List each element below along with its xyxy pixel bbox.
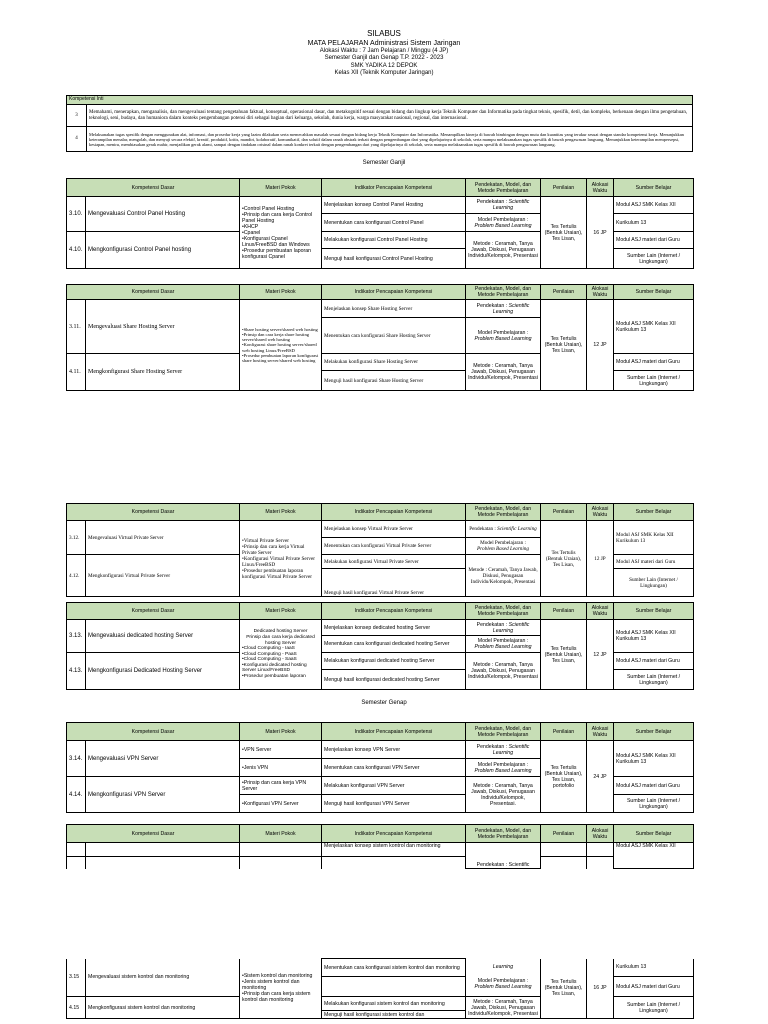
kd-number: 4.12.	[67, 555, 86, 597]
model-cell	[466, 214, 541, 232]
col-pendekatan: Pendekatan, Model, dan Metode Pembelajaran	[466, 603, 541, 620]
sumber-text: Kurikulum 13	[616, 758, 647, 765]
metode-cell: Metode : Ceramah, Tanya Jawab, Diskusi, Penugasan Individu/Kelompok, Presentasi	[466, 997, 541, 1019]
pendekatan-label: Pendekatan :	[476, 621, 509, 628]
indikator-item: Menentukan cara konfigurasi dedicated hosting Server	[322, 636, 466, 653]
pendekatan-label: Pendekatan :	[476, 743, 509, 750]
col-indikator: Indikator Pencapaian Kompetensi	[322, 825, 466, 843]
sumber-item: Modul ASJ SMK Kelas XII	[614, 843, 694, 869]
materi-item: •VPN Server	[240, 741, 322, 759]
kd-number: 3.10.	[67, 197, 86, 232]
sumber-item: Modul ASJ materi dari Guru	[614, 354, 694, 371]
kd-text: Mengevaluasi dedicated hosting Server	[86, 620, 240, 653]
col-alokasi: Alokasi Waktu	[587, 603, 614, 620]
col-kompetensi-dasar: Kompetensi Dasar	[67, 825, 240, 843]
materi-item: •Cloud Computing - PaaS	[242, 651, 297, 657]
indikator-item: Menguji hasil konfigurasi Virtual Private Server	[322, 569, 466, 597]
semester-ganjil-label: Semester Ganjil	[362, 160, 406, 166]
sumber-item	[614, 521, 694, 555]
kd-text: Mengevaluasi VPN Server	[86, 741, 240, 777]
model-label: Model Pembelajaran :	[477, 761, 529, 768]
ki-text: Memahami, menerapkan, menganalisis, dan mengevaluasi tentang pengetahuan faktual, konseptual, operasional dasar, dan metakognitif sesuai dengan bidang dan lingkup kerja Teknik Komputer dan Informatika pada tingkat teknis, spesifik, detil, dan kompleks, berkenaan dengan ilmu pengetahuan, teknologi, seni, budaya, dan humaniora dalam konteks pengembangan potensi diri sebagai bagian dari keluarga, sekolah, dunia kerja, warga masyarakat nasional, regional, dan internasional.	[87, 105, 693, 127]
penilaian-cell: Tes Tertulis (Bentuk Uraian), Tes Lisan, portofolio	[541, 741, 587, 813]
sumber-item: Sumber Lain (Internet / Lingkungan)	[614, 997, 694, 1019]
pendekatan-value: Scientific Learning	[492, 199, 530, 211]
kd-text: Mengkonfigurasi sistem kontrol dan monitoring	[86, 997, 240, 1019]
col-alokasi: Alokasi Waktu	[587, 179, 614, 197]
model-value: Problem Based Learning	[474, 984, 532, 991]
indikator-item: Menguji hasil konfigurasi Share Hosting Server	[322, 371, 466, 391]
sumber-item: Modul ASJ materi dari Guru	[614, 232, 694, 249]
model-label: Model Pembelajaran :	[477, 638, 529, 644]
pendekatan-value: Scientific Learning	[492, 621, 530, 634]
kd-text: Mengevaluasi Virtual Private Server	[86, 521, 240, 555]
pendekatan-cell	[466, 197, 541, 214]
materi-item: •Prosedur pembuatan laporan konfigurasi Virtual Private Server	[242, 567, 313, 580]
indikator-item: Melakukan konfigurasi Share Hosting Server	[322, 354, 466, 371]
col-kompetensi-dasar: Kompetensi Dasar	[67, 285, 240, 300]
model-cell	[466, 318, 541, 354]
empty-cell	[86, 857, 240, 869]
col-pendekatan: Pendekatan, Model, dan Metode Pembelajaran	[466, 825, 541, 843]
indikator-item: Menguji hasil konfigurasi sistem kontrol dan	[322, 1011, 466, 1019]
pendekatan-label: Pendekatan :	[476, 199, 509, 205]
empty-cell	[541, 843, 587, 857]
model-cell	[466, 538, 541, 555]
indikator-item: Menentukan cara konfigurasi sistem kontrol dan monitoring	[322, 959, 466, 977]
ki-heading: Kompetensi Inti	[67, 96, 693, 105]
time-allocation: Alokasi Waktu : 7 Jam Pelajaran / Minggu (4 JP)	[319, 48, 449, 54]
materi-item: •Virtual Private Server	[242, 537, 290, 544]
sumber-text: Kurikulum 13	[616, 326, 647, 333]
kd-number: 4.11.	[67, 354, 86, 391]
indikator-item: Menentukan cara konfigurasi Share Hosting Server	[322, 318, 466, 354]
col-penilaian: Penilaian	[541, 723, 587, 741]
kd-text: Mengevaluasi Control Panel Hosting	[86, 197, 240, 232]
pendekatan-value: Scientific Learning	[497, 526, 537, 532]
materi-item: •Cpanel	[242, 229, 261, 236]
model-value: Problem Based Learning	[474, 222, 532, 229]
col-alokasi: Alokasi Waktu	[587, 723, 614, 741]
sumber-item: Sumber Lain (Internet / Lingkungan)	[614, 249, 694, 269]
syllabus-table-monitoring-bottom	[66, 958, 694, 1019]
materi-item: •Prinsip dan cara kerja Control Panel Hosting	[242, 211, 313, 224]
materi-item: •Sistem kontrol dan monitoring	[242, 973, 313, 980]
sumber-item: Modul ASJ materi dari Guru	[614, 977, 694, 997]
materi-item: •Prosedur pembuatan laporan konfigurasi Cpanel	[242, 247, 312, 260]
pendekatan-value: Scientific Learning	[492, 302, 530, 315]
materi-item: •Prinsip dan cara kerja sistem kontrol dan monitoring	[242, 991, 311, 1004]
col-materi-pokok: Materi Pokok	[240, 504, 322, 521]
materi-item: •Jenis VPN	[240, 759, 322, 777]
indikator-item: Menguji hasil konfigurasi VPN Server	[322, 795, 466, 813]
pendekatan-cell	[466, 741, 541, 759]
sumber-text: Kurikulum 13	[616, 537, 646, 544]
col-kompetensi-dasar: Kompetensi Dasar	[67, 603, 240, 620]
indikator-item: Menjelaskan konsep VPN Server	[322, 741, 466, 759]
ki-text: Melaksanakan tugas spesifik dengan menggunakan alat, informasi, dan prosedur kerja yang lazim dilakukan serta memecahkan masalah sesuai dengan bidang kerja Teknik Komputer dan Informatika. Menampilkan kinerja di bawah bimbingan dengan mutu dan kuantitas yang terukur sesuai dengan standar kompetensi kerja. Menunjukkan keterampilan menalar, mengolah, dan menyaji secara efektif, kreatif, produktif, kritis, mandiri, kolaboratif, komunikatif, dan solutif dalam ranah abstrak terkait dengan pengembangan dari yang dipelajarinya di sekolah, serta mampu melaksanakan tugas spesifik di bawah pengawasan langsung. Menunjukkan keterampilan mempersepsi, kesiapan, meniru, membiasakan gerak mahir, menjadikan gerak alami, sampai dengan tindakan orisinal dalam ranah konkret terkait dengan pengembangan dari yang dipelajarinya di sekolah, serta mampu melaksanakan tugas spesifik di bawah pengawasan langsung.	[87, 127, 693, 152]
col-penilaian: Penilaian	[541, 285, 587, 300]
indikator-item: Menjelaskan konsep dedicated hosting Server	[322, 620, 466, 636]
kd-number: 3.11.	[67, 300, 86, 354]
learning-label: Learning	[492, 964, 514, 971]
school-name: SMK YADIKA 12 DEPOK	[350, 62, 418, 69]
col-sumber: Sumber Belajar	[614, 825, 694, 843]
indikator-item: Menjelaskan konsep sistem kontrol dan monitoring	[322, 843, 466, 857]
empty-cell	[67, 843, 86, 857]
kd-number: 3.12.	[67, 521, 86, 555]
sumber-text: Modul ASJ SMK Kelas XII	[616, 630, 676, 636]
indikator-item: Menentukan cara konfigurasi VPN Server	[322, 759, 466, 777]
indikator-item: Menjelaskan konsep Share Hosting Server	[322, 300, 466, 318]
materi-item: •Control Panel Hosting	[242, 205, 295, 212]
syllabus-table-share-hosting	[66, 284, 694, 391]
sumber-item: Sumber Lain (Internet / Lingkungan)	[614, 795, 694, 813]
materi-item: •KHCP	[242, 223, 259, 230]
pendekatan-cell	[466, 300, 541, 318]
kd-text: Mengevaluasi sistem kontrol dan monitoring	[86, 959, 240, 997]
alokasi-cell: 24 JP	[587, 741, 614, 813]
col-indikator: Indikator Pencapaian Kompetensi	[322, 504, 466, 521]
sumber-text: Modul ASJ SMK Kelas XII	[616, 752, 676, 759]
col-kompetensi-dasar: Kompetensi Dasar	[67, 504, 240, 521]
model-value: Problem Based Learning	[474, 644, 532, 650]
materi-item: •Konfigurasi Cpanel	[242, 235, 288, 242]
subject-line: MATA PELAJARAN Administrasi Sistem Jaringan	[307, 40, 461, 47]
pendekatan-label: Pendekatan :	[469, 526, 498, 532]
ki-number: 3	[67, 105, 87, 127]
materi-item: Prinsip dan cara kerja dedicated hosting Server	[246, 634, 315, 646]
kd-number: 3.15	[67, 959, 86, 997]
materi-pokok-list	[240, 300, 322, 391]
empty-cell	[67, 857, 86, 869]
materi-item: •Prinsip dan cara kerja Virtual Private Server	[242, 543, 305, 556]
kd-number: 3.14.	[67, 741, 86, 777]
syllabus-table-dedicated-hosting	[66, 602, 694, 690]
materi-item: •Konfigurasi dedicated hosting Server Linux/FreeBSD	[242, 662, 307, 674]
materi-pokok-list	[240, 521, 322, 597]
col-pendekatan: Pendekatan, Model, dan Metode Pembelajaran	[466, 723, 541, 741]
empty-cell	[322, 977, 466, 997]
empty-cell	[587, 843, 614, 857]
materi-item: •Cloud Computing - IaaS	[242, 646, 295, 652]
col-indikator: Indikator Pencapaian Kompetensi	[322, 285, 466, 300]
alokasi-cell: 12 JP	[587, 521, 614, 597]
materi-pokok-list	[240, 959, 322, 1019]
sumber-item: Sumber Lain (Internet / Lingkungan)	[614, 371, 694, 391]
empty-cell	[322, 857, 466, 869]
semester-line: Semester Ganjil dan Genap T.P. 2022 - 2023	[324, 55, 444, 62]
col-materi-pokok: Materi Pokok	[240, 179, 322, 197]
indikator-item: Melakukan konfigurasi Control Panel Hosting	[322, 232, 466, 249]
indikator-item: Melakukan konfigurasi dedicated hosting Server	[322, 653, 466, 670]
sumber-item	[614, 741, 694, 777]
col-alokasi: Alokasi Waktu	[587, 825, 614, 843]
sumber-item: Modul ASJ materi dari Guru	[614, 653, 694, 670]
kompetensi-inti-table	[66, 95, 693, 152]
metode-cell: Metode : Ceramah, Tanya Jawab, Diskusi, Penugasan Individu/Kelompok, Presentasi	[466, 354, 541, 391]
col-indikator: Indikator Pencapaian Kompetensi	[322, 603, 466, 620]
document-header	[0, 28, 768, 78]
materi-item: •Prosedur pembuatan laporan	[242, 674, 306, 680]
model-label: Model Pembelajaran :	[477, 978, 529, 985]
col-materi-pokok: Materi Pokok	[240, 603, 322, 620]
col-sumber: Sumber Belajar	[614, 723, 694, 741]
materi-item: •Prinsip dan cara kerja VPN Server	[240, 777, 322, 795]
indikator-item: Menguji hasil konfigurasi dedicated hosting Server	[322, 670, 466, 690]
penilaian-cell: Tes Tertulis (Bentuk Uraian), Tes Lisan,	[541, 521, 587, 597]
kd-number: 4.14.	[67, 777, 86, 813]
metode-cell: Metode : Ceramah, Tanya Jawab, Diskusi, Penugasan Individu/Kelompok, Presentasi.	[466, 777, 541, 813]
penilaian-cell: Tes Tertulis (Bentuk Uraian), Tes Lisan,	[541, 959, 587, 1019]
kd-number: 4.13.	[67, 653, 86, 690]
model-cell	[466, 959, 541, 997]
indikator-item: Menguji hasil konfigurasi Control Panel Hosting	[322, 249, 466, 269]
sumber-text: Kurikulum 13	[616, 636, 647, 642]
sumber-item: Modul ASJ materi dari Guru	[614, 777, 694, 795]
kd-text: Mengkonfigurasi Dedicated Hosting Server	[86, 653, 240, 690]
penilaian-cell: Tes Tertulis (Bentuk Uraian), Tes Lisan,	[541, 197, 587, 269]
syllabus-table-monitoring-top	[66, 824, 694, 869]
materi-pokok-list	[240, 197, 322, 269]
materi-item: Linux/FreeBSD dan Windows	[242, 241, 310, 248]
col-pendekatan: Pendekatan, Model, dan Metode Pembelajaran	[466, 504, 541, 521]
col-penilaian: Penilaian	[541, 179, 587, 197]
kd-number: 4.15	[67, 997, 86, 1019]
sumber-text: Modul ASJ SMK Kelas XII	[616, 531, 674, 538]
col-pendekatan: Pendekatan, Model, dan Metode Pembelajaran	[466, 179, 541, 197]
empty-cell	[86, 843, 240, 857]
col-kompetensi-dasar: Kompetensi Dasar	[67, 179, 240, 197]
sumber-item	[614, 620, 694, 653]
col-penilaian: Penilaian	[541, 825, 587, 843]
indikator-item: Melakukan konfigurasi sistem kontrol dan monitoring	[322, 997, 466, 1011]
alokasi-cell: 12 JP	[587, 300, 614, 391]
materi-item: •Konfigurasi Virtual Private Server Linux/FreeBSD	[242, 555, 316, 568]
penilaian-cell: Tes Tertulis (Bentuk Uraian), Tes Lisan,	[541, 300, 587, 391]
materi-item: •Jenis sistem kontrol dan monitoring	[242, 979, 300, 992]
empty-cell	[240, 857, 322, 869]
semester-genap-label: Semester Genap	[361, 700, 407, 706]
col-materi-pokok: Materi Pokok	[240, 285, 322, 300]
col-sumber: Sumber Belajar	[614, 179, 694, 197]
ki-number: 4	[67, 127, 87, 152]
metode-cell: Metode : Ceramah, Tanya Jawab, Diskusi, Penugasan Individu/Kelompok, Presentasi	[466, 653, 541, 690]
col-alokasi: Alokasi Waktu	[587, 504, 614, 521]
col-indikator: Indikator Pencapaian Kompetensi	[322, 179, 466, 197]
indikator-item: Menjelaskan konsep Virtual Private Server	[322, 521, 466, 538]
penilaian-cell: Tes Tertulis (Bentuk Uraian), Tes Lisan,	[541, 620, 587, 690]
col-pendekatan: Pendekatan, Model, dan Metode Pembelajaran	[466, 285, 541, 300]
kd-text: Mengkonfigurasi Share Hosting Server	[86, 354, 240, 391]
col-sumber: Sumber Belajar	[614, 285, 694, 300]
col-penilaian: Penilaian	[541, 603, 587, 620]
empty-cell	[587, 857, 614, 869]
model-label: Model Pembelajaran :	[480, 540, 526, 546]
col-sumber: Sumber Belajar	[614, 504, 694, 521]
col-alokasi: Alokasi Waktu	[587, 285, 614, 300]
materi-item: •Share hosting server/shared web hosting	[242, 326, 318, 332]
col-penilaian: Penilaian	[541, 504, 587, 521]
indikator-item: Menentukan cara konfigurasi Control Panel	[322, 214, 466, 232]
sumber-text: Modul ASJ SMK Kelas XII	[616, 320, 676, 327]
pendekatan-cell: Pendekatan : Scientific	[466, 843, 541, 869]
model-label: Model Pembelajaran :	[477, 329, 529, 336]
alokasi-cell: 16 JP	[587, 959, 614, 1019]
indikator-item: Menentukan cara konfigurasi Virtual Private Server	[322, 538, 466, 555]
syllabus-table-vps	[66, 503, 694, 597]
col-materi-pokok: Materi Pokok	[240, 723, 322, 741]
pendekatan-cell	[466, 521, 541, 538]
kd-text: Mengkonfigurasi Control Panel hosting	[86, 232, 240, 269]
model-value: Problem Based Learning	[477, 546, 529, 552]
model-value: Problem Based Learning	[474, 335, 532, 342]
metode-cell: Metode : Ceramah, Tanya Jawab, Diskusi, Penugasan Individu/Kelompok, Presentasi	[466, 232, 541, 269]
col-materi-pokok: Materi Pokok	[240, 825, 322, 843]
empty-cell	[541, 857, 587, 869]
sumber-item	[614, 300, 694, 354]
materi-item: Dedicated hosting Server	[253, 629, 308, 635]
materi-item: •Konfigurasi VPN Server	[240, 795, 322, 813]
col-indikator: Indikator Pencapaian Kompetensi	[322, 723, 466, 741]
metode-cell: Metode : Ceramah, Tanya Jawab, Diskusi, Penugasan Individu/Kelompok, Presentasi	[466, 555, 541, 597]
pendekatan-value: Scientific Learning	[492, 743, 530, 756]
sumber-item: Sumber Lain (Internet / Lingkungan)	[614, 569, 694, 597]
sumber-item: Modul ASJ materi dari Guru	[614, 555, 694, 569]
syllabus-table-vpn	[66, 722, 694, 813]
materi-item: •Prinsip dan cara kerja share hosting server/shared web hosting	[242, 331, 310, 343]
pendekatan-label: Pendekatan :	[476, 302, 509, 309]
alokasi-cell: 16 JP	[587, 197, 614, 269]
model-cell	[466, 636, 541, 653]
materi-item: •Konfigurasi share hosting server/shared web hosting Linux/FreeBSD	[242, 342, 317, 353]
col-sumber: Sumber Belajar	[614, 603, 694, 620]
kd-text: Mengkonfigurasi VPN Server	[86, 777, 240, 813]
indikator-item: Menjelaskan konsep Control Panel Hosting	[322, 197, 466, 214]
pendekatan-cell	[466, 620, 541, 636]
kd-text: Mengevaluasi Share Hosting Server	[86, 300, 240, 354]
document-title: SILABUS	[367, 29, 401, 38]
indikator-item: Melakukan konfigurasi Virtual Private Server	[322, 555, 466, 569]
materi-item: •Prosedur pembuatan laporan konfigurasi share hosting server/shared web hosting	[242, 352, 319, 363]
empty-cell	[240, 843, 322, 857]
model-value: Problem Based Learning	[474, 767, 532, 774]
sumber-item: Modul ASJ SMK Kelas XII	[614, 197, 694, 214]
kd-number: 3.13.	[67, 620, 86, 653]
class-line: Kelas XII (Teknik Komputer Jaringan)	[334, 70, 434, 77]
model-cell	[466, 759, 541, 777]
syllabus-table-control-panel	[66, 178, 694, 269]
col-kompetensi-dasar: Kompetensi Dasar	[67, 723, 240, 741]
materi-pokok-list	[240, 620, 322, 690]
model-label: Model Pembelajaran :	[477, 216, 529, 223]
materi-item: •Cloud Computing - SaaS	[242, 657, 297, 663]
sumber-item: Kurikulum 13	[614, 214, 694, 232]
indikator-item: Melakukan konfigurasi VPN Server	[322, 777, 466, 795]
alokasi-cell: 12 JP	[587, 620, 614, 690]
sumber-item: Kurikulum 13	[614, 959, 694, 977]
kd-text: Mengkonfigurasi Virtual Private Server	[86, 555, 240, 597]
kd-number: 4.10.	[67, 232, 86, 269]
sumber-item: Sumber Lain (Internet / Lingkungan)	[614, 670, 694, 690]
